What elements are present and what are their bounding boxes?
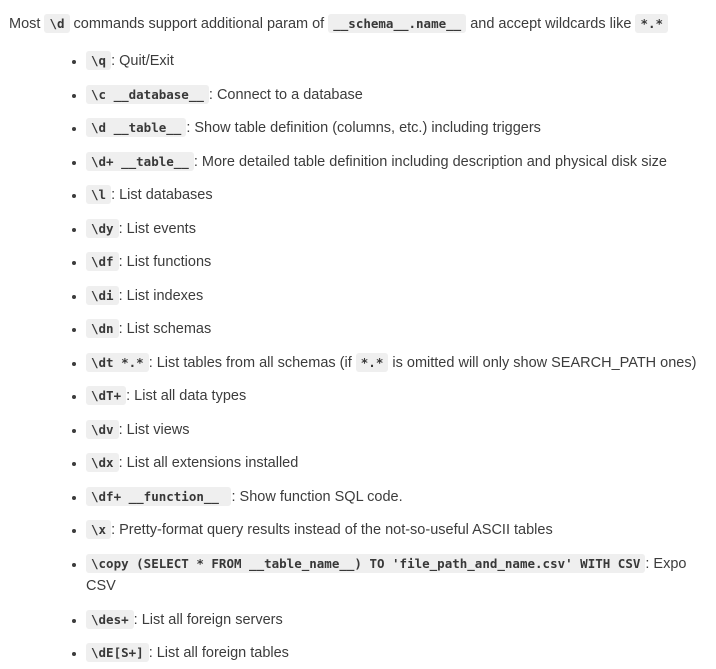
inline-code: \di — [86, 286, 119, 305]
text-run: : List views — [118, 421, 190, 438]
inline-code: \dn — [86, 319, 119, 338]
text-run: : List all data types — [126, 388, 247, 404]
text-run: : List all foreign tables — [148, 645, 289, 661]
command-list-item — [86, 117, 716, 140]
text-run: : List events — [118, 220, 196, 237]
inline-code: \dy — [86, 219, 119, 238]
text-run: Most — [9, 16, 45, 32]
inline-code: \des+ — [86, 610, 134, 629]
text-run: : List tables from all schemas (if — [148, 354, 356, 371]
inline-code: \dv — [86, 420, 119, 439]
command-list-item — [86, 609, 716, 632]
command-list-item — [86, 352, 716, 375]
inline-code: \d+ __table__ — [86, 152, 194, 171]
command-list-item — [86, 553, 716, 598]
inline-code: \l — [86, 185, 111, 204]
inline-code: __schema__.name__ — [328, 14, 466, 33]
inline-code: *.* — [635, 14, 668, 33]
command-list-item — [86, 50, 716, 73]
text-run: commands support additional param of — [69, 16, 329, 32]
text-run: : Pretty-format query results instead of the not-so-useful ASCII tables — [111, 522, 553, 538]
command-list-item — [86, 452, 716, 475]
inline-code: \c __database__ — [86, 85, 209, 104]
inline-code: \df+ __function__ — [86, 487, 231, 506]
command-list-item — [86, 385, 716, 408]
text-run: : More detailed table definition including description and physical disk size — [193, 153, 667, 170]
command-list-item — [86, 151, 716, 174]
text-run: is omitted will only show SEARCH_PATH ones) — [388, 354, 697, 371]
inline-code: *.* — [356, 353, 389, 372]
text-run: : Connect to a database — [208, 86, 363, 103]
inline-code: \x — [86, 520, 111, 539]
inline-code: \copy (SELECT * FROM __table_name__) TO 'file_path_and_name.csv' WITH CSV — [86, 554, 645, 573]
command-list-item — [86, 84, 716, 107]
command-list — [9, 50, 716, 665]
inline-code: \q — [86, 51, 111, 70]
inline-code: \d — [44, 14, 69, 33]
text-run: : List all extensions installed — [118, 455, 299, 471]
command-list-item — [86, 519, 716, 542]
text-run: : Show table definition (columns, etc.) including triggers — [186, 120, 541, 136]
text-run: : List functions — [118, 254, 212, 270]
command-list-item — [86, 642, 716, 665]
text-run: CSV — [86, 578, 116, 594]
intro-paragraph — [9, 13, 716, 35]
text-run: : Show function SQL code. — [231, 488, 403, 505]
command-list-item — [86, 285, 716, 308]
text-run: : List schemas — [118, 321, 212, 337]
text-run: : List databases — [111, 187, 213, 203]
text-run: : List indexes — [118, 287, 204, 304]
text-run: : List all foreign servers — [133, 611, 283, 628]
command-list-item — [86, 218, 716, 241]
inline-code: \dx — [86, 453, 119, 472]
command-list-item — [86, 184, 716, 207]
command-list-item — [86, 251, 716, 274]
inline-code: \d __table__ — [86, 118, 186, 137]
inline-code: \dT+ — [86, 386, 126, 405]
text-run: and accept wildcards like — [466, 16, 636, 32]
inline-code: \df — [86, 252, 119, 271]
text-run: : Expo — [645, 555, 687, 572]
inline-code: \dE[S+] — [86, 643, 149, 662]
command-list-item — [86, 318, 716, 341]
inline-code: \dt *.* — [86, 353, 149, 372]
command-list-item — [86, 486, 716, 509]
command-list-item — [86, 419, 716, 442]
text-run: : Quit/Exit — [111, 53, 174, 69]
